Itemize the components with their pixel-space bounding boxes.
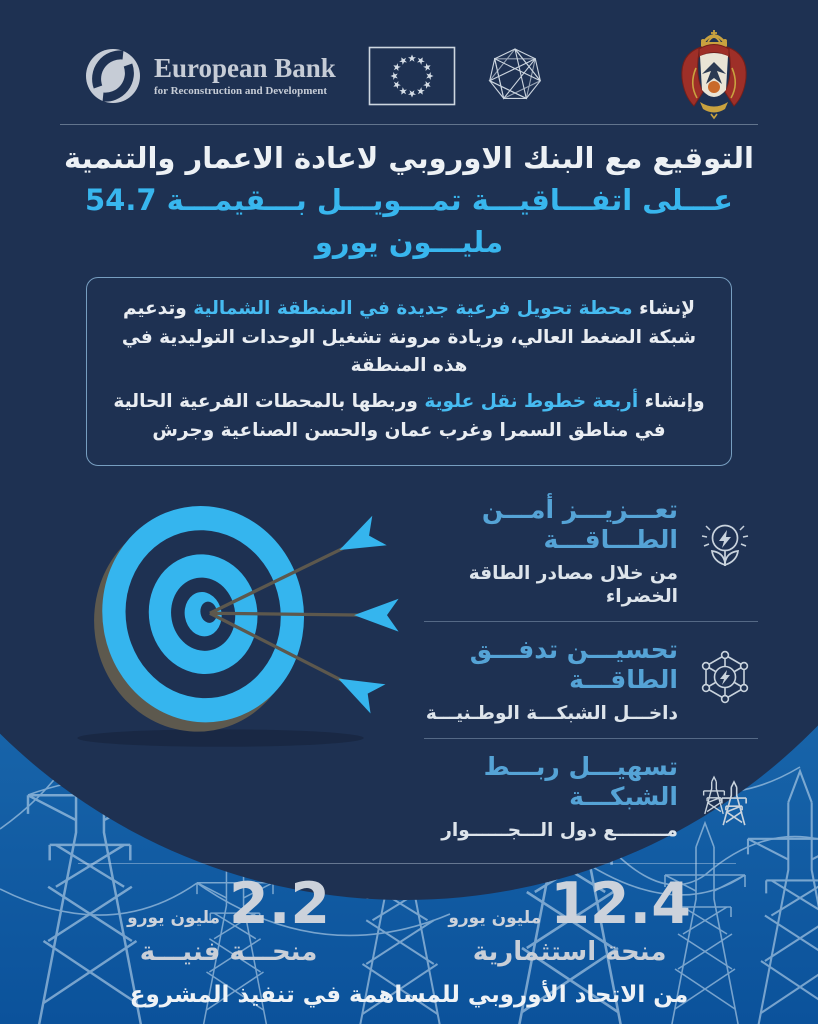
ebrd-name: European Bank [154, 53, 336, 83]
funding-source-note: من الاتحاد الأوروبي للمساهمة في تنفيذ المشروع [129, 982, 689, 1008]
grant-unit: مليون يورو [127, 908, 221, 928]
grant-label: منحة استثمارية [472, 937, 667, 967]
technical-grant-stat [127, 871, 331, 967]
transmission-towers-icon [692, 762, 758, 832]
header-divider [60, 124, 758, 125]
goals-section [60, 482, 758, 856]
scope-paragraph-2: وإنشاء أربعة خطوط نقل علوية وربطها بالمحطات الفرعية الحالية في مناطق السمرا وغرب عمان والحسن الصناعية وجرش [113, 391, 705, 441]
title-line-1: التوقيع مع البنك الاوروبي لاعادة الاعمار والتنمية [64, 141, 754, 175]
goal-item [424, 482, 758, 621]
scope-paragraph-1: لإنشاء محطة تحويل فرعية جديدة في المنطقة الشمالية وتدعيم شبكة الضغط العالي، وزيادة مرونة تشغيل الوحدات التوليدية في هذه المنطقة [121, 298, 697, 377]
investment-grant-stat [448, 871, 691, 967]
ebrd-subtitle: for Reconstruction and Development [154, 85, 328, 97]
goal-subtitle: من خلال مصادر الطاقة الخضراء [468, 562, 678, 607]
title-line-2: عـــلى اتفـــاقيـــة تمـــويـــل بـــقيمـــة 54.7 مليـــون يورو [84, 183, 733, 260]
eu-flag-icon [368, 46, 456, 106]
goal-title: تعـــزيـــز أمـــن الطـــاقـــة [481, 494, 678, 554]
goal-title: تحسيـــن تدفـــق الطاقـــة [469, 634, 678, 694]
goal-subtitle: داخـــل الشبكـــة الوطـنيـــة [425, 702, 678, 724]
header [60, 34, 758, 118]
jordan-coat-of-arms-icon [670, 30, 758, 122]
ebrd-mark-icon [84, 47, 142, 105]
ebrd-logo [84, 47, 336, 105]
grant-unit: مليون يورو [448, 908, 542, 928]
goal-item [424, 738, 758, 855]
stats-divider [78, 863, 736, 864]
target-illustration-wrap [60, 482, 424, 856]
page-title [60, 137, 758, 263]
project-scope-box [86, 277, 732, 465]
scope-highlight-1: محطة تحويل فرعية جديدة في المنطقة الشمالية [193, 298, 633, 320]
funding-stats [60, 871, 758, 967]
goal-subtitle: مــــــــع دول الـــجــــــوار [441, 819, 678, 841]
goal-item [424, 621, 758, 738]
goal-text [424, 752, 678, 842]
goal-text [424, 635, 678, 725]
grant-amount: 2.2 [229, 871, 331, 937]
green-energy-icon [692, 518, 758, 584]
scope-highlight-2: أربعة خطوط نقل علوية [424, 391, 639, 413]
goal-text [424, 495, 678, 608]
mesh-globe-logo-icon [484, 45, 546, 107]
grant-amount: 12.4 [550, 871, 691, 937]
grid-network-icon [692, 647, 758, 713]
grant-label: منحـــة فنيـــة [139, 937, 318, 967]
ebrd-wordmark [154, 55, 336, 97]
goal-title: تسهيـــل ربـــط الشبكـــة [483, 751, 678, 811]
goal-list [424, 482, 758, 856]
target-with-arrows-illustration [58, 484, 416, 756]
